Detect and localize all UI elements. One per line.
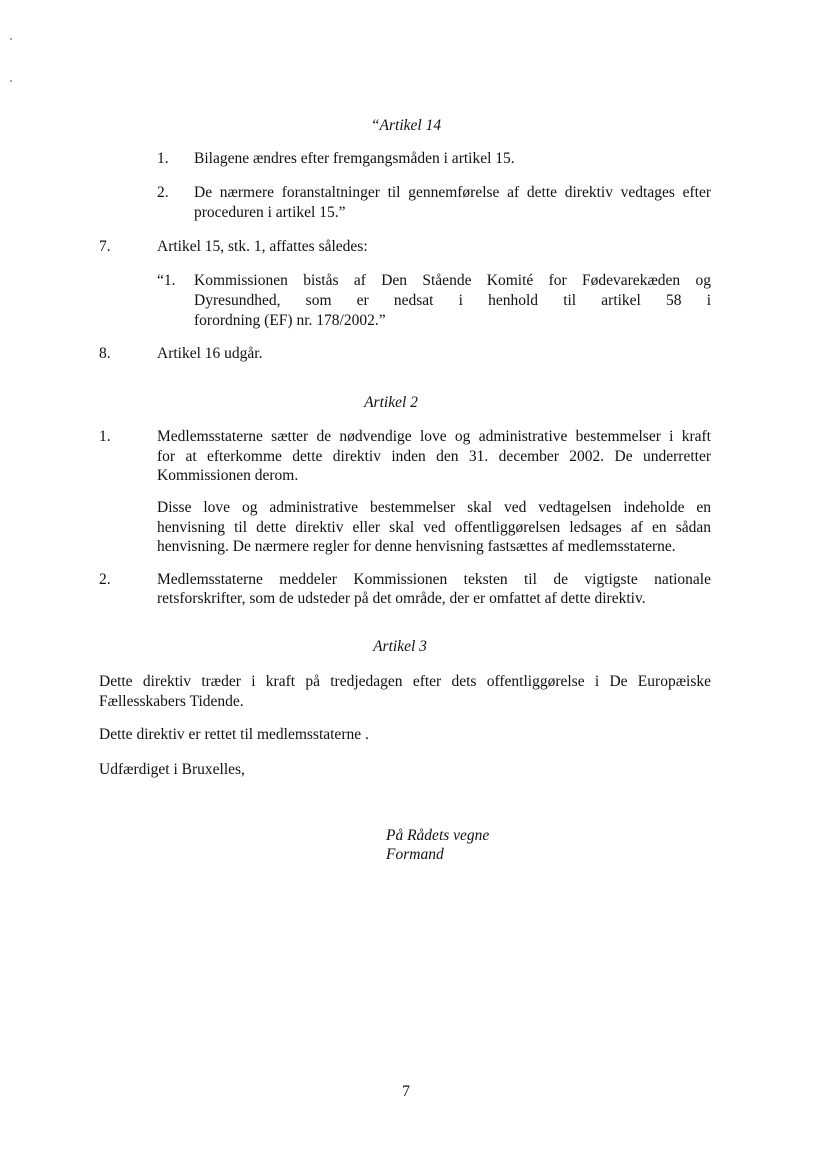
- signature-line2: Formand: [386, 846, 444, 863]
- point8-text: Artikel 16 udgår.: [157, 345, 263, 362]
- article2-p1-line2: for at efterkomme dette direktiv inden den 31. december 2002. De underretter: [157, 448, 711, 465]
- scan-speck: [10, 38, 12, 40]
- article3-p3: Udfærdiget i Bruxelles,: [99, 761, 245, 778]
- article2-heading: Artikel 2: [364, 394, 418, 411]
- article2-p3-line1: Medlemsstaterne meddeler Kommissionen teksten til de vigtigste nationale: [157, 571, 711, 588]
- article3-p1-line1: Dette direktiv træder i kraft på tredjedagen efter dets offentliggørelse i De Europæiske: [99, 673, 711, 690]
- article2-p2-line2: henvisning til dette direktiv eller skal ved offentliggørelsen ledsages af en sådan: [157, 519, 711, 536]
- article3-heading: Artikel 3: [373, 638, 427, 655]
- article14-item2-number: 2.: [157, 184, 169, 201]
- signature-line1: På Rådets vegne: [386, 827, 490, 844]
- point7-text: Artikel 15, stk. 1, affattes således:: [157, 238, 368, 255]
- article2-p1-line1: Medlemsstaterne sætter de nødvendige love og administrative bestemmelser i kraft: [157, 428, 711, 445]
- article2-p3-line2: retsforskrifter, som de udsteder på det område, der er omfattet af dette direktiv.: [157, 590, 646, 607]
- article14-heading: “Artikel 14: [370, 117, 442, 134]
- page-number: 7: [402, 1083, 410, 1100]
- point7-sub-number: “1.: [157, 272, 176, 289]
- point7-number: 7.: [99, 238, 111, 255]
- scan-speck: [10, 80, 12, 82]
- article2-p3-number: 2.: [99, 571, 111, 588]
- article14-item1-text: Bilagene ændres efter fremgangsmåden i artikel 15.: [194, 150, 515, 167]
- point7-sub-line3: forordning (EF) nr. 178/2002.”: [194, 312, 386, 329]
- article3-p2: Dette direktiv er rettet til medlemsstaterne .: [99, 726, 369, 743]
- article2-p1-line3: Kommissionen derom.: [157, 467, 299, 484]
- point7-sub-line2: Dyresundhed, som er nedsat i henhold til artikel 58 i: [194, 292, 711, 309]
- article3-p1-line2: Fællesskabers Tidende.: [99, 693, 244, 710]
- article2-p1-number: 1.: [99, 428, 111, 445]
- point7-sub-line1: Kommissionen bistås af Den Stående Komité for Fødevarekæden og: [194, 272, 711, 289]
- article14-item1-number: 1.: [157, 150, 169, 167]
- article2-p2-line1: Disse love og administrative bestemmelser skal ved vedtagelsen indeholde en: [157, 499, 711, 516]
- point8-number: 8.: [99, 345, 111, 362]
- article14-item2-line1: De nærmere foranstaltninger til gennemførelse af dette direktiv vedtages efter: [194, 184, 711, 201]
- article2-p2-line3: henvisning. De nærmere regler for denne henvisning fastsættes af medlemsstaterne.: [157, 538, 676, 555]
- article14-item2-line2: proceduren i artikel 15.”: [194, 204, 346, 221]
